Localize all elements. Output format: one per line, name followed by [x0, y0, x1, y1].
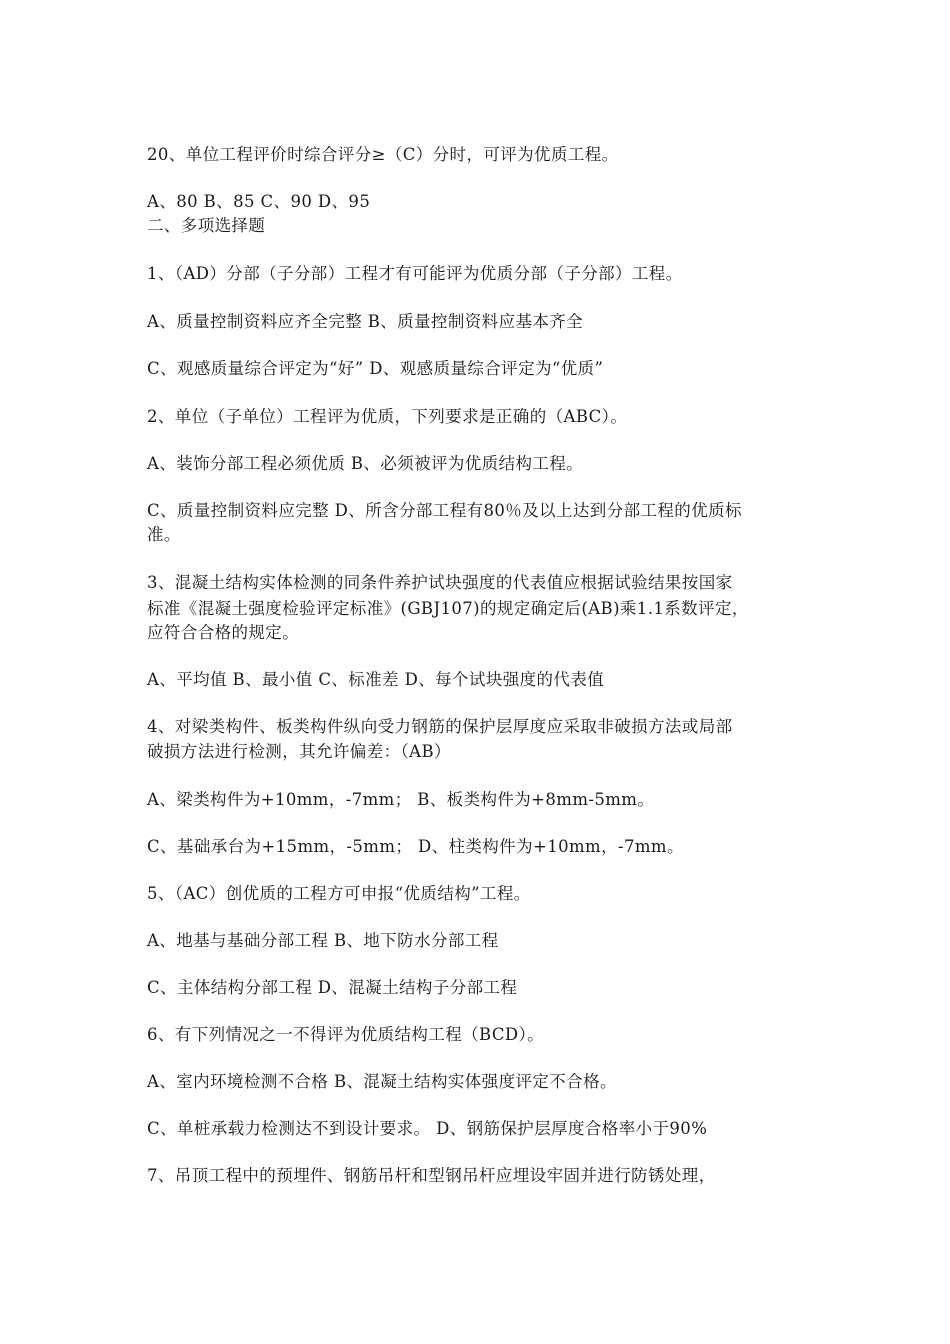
question-3-line-2: 标准《混凝土强度检验评定标准》(GBJ107)的规定确定后(AB)乘1.1系数评定，: [147, 599, 749, 618]
question-3-options: A、平均值 B、最小值 C、标准差 D、每个试块强度的代表值: [147, 670, 605, 689]
question-7: 7、吊顶工程中的预埋件、钢筋吊杆和型钢吊杆应埋设牢固并进行防锈处理，: [147, 1166, 716, 1185]
question-6-options-cd: C、单桩承载力检测达不到设计要求。 D、钢筋保护层厚度合格率小于90%: [147, 1119, 708, 1138]
section-heading-multiple-choice: 二、多项选择题: [147, 216, 266, 235]
question-4-options-cd: C、基础承台为+15mm，-5mm； D、柱类构件为+10mm，-7mm。: [147, 837, 684, 856]
question-20-options: A、80 B、85 C、90 D、95: [147, 192, 371, 211]
question-2: 2、单位（子单位）工程评为优质，下列要求是正确的（ABC）。: [147, 407, 628, 426]
question-6-options-ab: A、室内环境检测不合格 B、混凝土结构实体强度评定不合格。: [147, 1072, 617, 1091]
question-20: 20、单位工程评价时综合评分≥（C）分时，可评为优质工程。: [147, 145, 619, 164]
question-6: 6、有下列情况之一不得评为优质结构工程（BCD）。: [147, 1025, 545, 1044]
question-1: 1、（AD）分部（子分部）工程才有可能评为优质分部（子分部）工程。: [147, 264, 683, 283]
question-4-line-1: 4、对梁类构件、板类构件纵向受力钢筋的保护层厚度应采取非破损方法或局部: [147, 717, 733, 736]
question-4-options-ab: A、梁类构件为+10mm，-7mm； B、板类构件为+8mm-5mm。: [147, 790, 655, 809]
question-5: 5、（AC）创优质的工程方可申报“优质结构”工程。: [147, 884, 531, 903]
question-5-options-cd: C、主体结构分部工程 D、混凝土结构子分部工程: [147, 978, 518, 997]
question-2-options-cd-continued: 准。: [147, 525, 181, 544]
question-4-line-2: 破损方法进行检测，其允许偏差：（AB）: [147, 742, 451, 761]
question-1-options-cd: C、观感质量综合评定为“好” D、观感质量综合评定为“优质”: [147, 359, 604, 378]
question-2-options-ab: A、装饰分部工程必须优质 B、必须被评为优质结构工程。: [147, 454, 584, 473]
question-2-options-cd: C、质量控制资料应完整 D、所含分部工程有80％及以上达到分部工程的优质标: [147, 501, 742, 520]
question-3-line-3: 应符合合格的规定。: [147, 623, 300, 642]
question-1-options-ab: A、质量控制资料应齐全完整 B、质量控制资料应基本齐全: [147, 312, 584, 331]
question-5-options-ab: A、地基与基础分部工程 B、地下防水分部工程: [147, 931, 499, 950]
question-3-line-1: 3、混凝土结构实体检测的同条件养护试块强度的代表值应根据试验结果按国家: [147, 573, 733, 592]
